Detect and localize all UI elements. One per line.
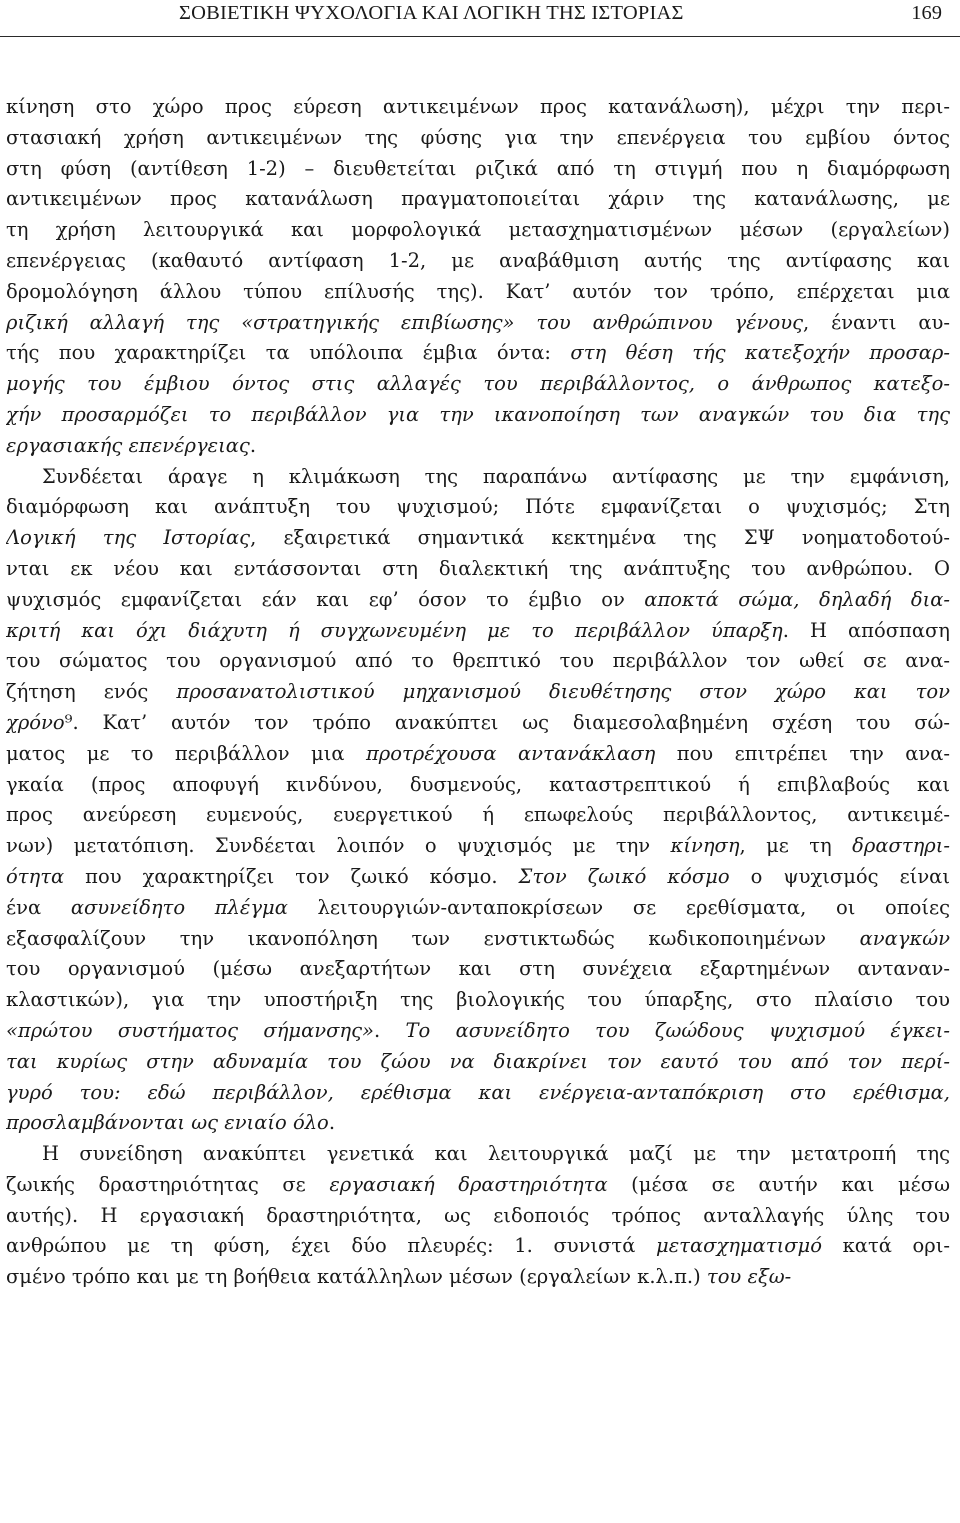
paragraph-1 bbox=[6, 92, 950, 462]
text-line bbox=[6, 215, 950, 246]
text-line bbox=[6, 277, 950, 308]
text-line bbox=[6, 1108, 950, 1139]
text-run: ριζική αλλαγή της «στρατηγικής επιβίωσης» του ανθρώπινου γένους bbox=[6, 310, 804, 334]
text-run: προτρέχουσα αντανάκλαση bbox=[365, 741, 656, 765]
paragraph-2 bbox=[6, 462, 950, 1140]
text-line bbox=[6, 154, 950, 185]
text-run: Συνδέεται άραγε η κλιμάκωση της παραπάνω αντίφασης με την εμφάνιση, bbox=[42, 464, 950, 488]
text-run: ότητα bbox=[6, 864, 65, 888]
text-line bbox=[6, 1016, 950, 1047]
text-line bbox=[6, 862, 950, 893]
text-run: μογής του έμβιου όντος στις αλλαγές του περιβάλλοντος, ο άνθρωπος κατεξο- bbox=[6, 372, 950, 396]
text-line bbox=[6, 677, 950, 708]
text-run: αυτής). Η εργασιακή δραστηριότητα, ως ειδοποιός τρόπος ανταλλαγής ύλης του bbox=[6, 1203, 950, 1227]
text-run: στη φύση (αντίθεση 1-2) – διευθετείται ριζικά από τη στιγμή που η διαμόρφωση bbox=[6, 156, 950, 180]
running-head: ΣΟΒΙΕΤΙΚΗ ΨΥΧΟΛΟΓΙΑ ΚΑΙ ΛΟΓΙΚΗ ΤΗΣ ΙΣΤΟΡΙΑΣ bbox=[179, 2, 684, 24]
text-run: αποκτά σώμα, δηλαδή δια- bbox=[644, 587, 950, 611]
text-run: νων) μετατόπιση. Συνδέεται λοιπόν ο ψυχισμός με την bbox=[6, 834, 671, 858]
text-run: ζήτηση ενός bbox=[6, 680, 177, 704]
page-number: 169 bbox=[911, 2, 942, 24]
text-run: επενέργειας (καθαυτό αντίφαση 1-2, με αναβάθμιση αυτής της αντίφασης και bbox=[6, 248, 950, 272]
text-line bbox=[6, 462, 950, 493]
text-run: εργασιακής επενέργειας bbox=[6, 433, 250, 457]
text-line bbox=[6, 523, 950, 554]
text-run: τής που χαρακτηρίζει τα υπόλοιπα έμβια όντα: bbox=[6, 341, 571, 365]
text-line bbox=[6, 585, 950, 616]
text-run: του οργανισμού (μέσω ανεξαρτήτων και στη συνέχεια εξαρτημένων ανταναν- bbox=[6, 957, 950, 981]
text-run: κριτή και όχι διάχυτη ή συγχωνευμένη με το περιβάλλον ύπαρξη bbox=[6, 618, 783, 642]
text-run: ζωικής δραστηριότητας σε bbox=[6, 1172, 330, 1196]
text-run: γυρό του: εδώ περιβάλλον, ερέθισμα και ενέργεια-ανταπόκριση στο ερέθισμα, bbox=[6, 1080, 950, 1104]
text-line bbox=[6, 646, 950, 677]
text-line bbox=[6, 954, 950, 985]
text-run: δραστηρι- bbox=[852, 834, 950, 858]
text-line bbox=[6, 616, 950, 647]
text-line bbox=[6, 338, 950, 369]
text-line bbox=[6, 1139, 950, 1170]
text-run: κατά ορι- bbox=[821, 1234, 950, 1258]
text-line bbox=[6, 492, 950, 523]
text-run: , με τη bbox=[739, 834, 853, 858]
text-run: ματος με το περιβάλλον μια bbox=[6, 741, 366, 765]
text-line bbox=[6, 431, 950, 462]
text-run: χήν προσαρμόζει το περιβάλλον για την ικανοποίηση των αναγκών του δια της bbox=[6, 402, 950, 426]
text-run: μετασχηματισμό bbox=[656, 1234, 822, 1258]
text-line bbox=[6, 739, 950, 770]
text-line bbox=[6, 400, 950, 431]
text-run: . bbox=[373, 1018, 406, 1042]
text-run: διαμόρφωση και ανάπτυξη του ψυχισμού; Πότε εμφανίζεται ο ψυχισμός; Στη bbox=[6, 495, 950, 519]
text-line bbox=[6, 924, 950, 955]
text-run: ένα bbox=[6, 895, 71, 919]
text-run: Το ασυνείδητο του ζωώδους ψυχισμού έγκει- bbox=[405, 1018, 950, 1042]
text-run: του σώματος του οργανισμού από το θρεπτικό του περιβάλλον τον ωθεί σε ανα- bbox=[6, 649, 950, 673]
page-header bbox=[6, 2, 950, 30]
text-line bbox=[6, 1262, 950, 1293]
text-line bbox=[6, 184, 950, 215]
text-run: , έναντι αυ- bbox=[803, 310, 950, 334]
text-run: που χαρακτηρίζει τον ζωικό κόσμο. bbox=[64, 864, 519, 888]
text-run: κίνηση bbox=[670, 834, 740, 858]
text-run: προσανατολιστικού μηχανισμού διευθέτησης στον χώρο και τον bbox=[176, 680, 950, 704]
text-line bbox=[6, 1170, 950, 1201]
text-run: εργασιακή δραστηριότητα bbox=[329, 1172, 608, 1196]
text-line bbox=[6, 92, 950, 123]
text-run: . bbox=[249, 433, 257, 457]
text-run: γκαία (προς αποφυγή κινδύνου, δυσμενούς, καταστρεπτικού ή επιβλαβούς και bbox=[6, 772, 950, 796]
text-run: προς ανεύρεση ευμενούς, ευεργετικού ή επωφελούς περιβάλλοντος, αντικειμέ- bbox=[6, 803, 950, 827]
text-run: κίνηση στο χώρο προς εύρεση αντικειμένων προς κατανάλωση), μέχρι την περι- bbox=[6, 95, 950, 118]
text-line bbox=[6, 246, 950, 277]
paragraph-3 bbox=[6, 1139, 950, 1293]
text-run: ασυνείδητο πλέγμα bbox=[70, 895, 288, 919]
text-run: νται εκ νέου και εντάσσονται στη διαλεκτική της ανάπτυξης του ανθρώπου. Ο bbox=[6, 556, 950, 580]
text-run: ανθρώπου με τη φύση, έχει δύο πλευρές: 1. συνιστά bbox=[6, 1234, 657, 1258]
text-line bbox=[6, 800, 950, 831]
text-run: εξασφαλίζουν την ικανοπόληση των ενστικτωδώς κωδικοποιημένων bbox=[6, 926, 860, 950]
text-run: στη θέση τής κατεξοχήν προσαρ- bbox=[570, 341, 950, 365]
text-run: χρόνο bbox=[6, 710, 65, 734]
text-line bbox=[6, 893, 950, 924]
text-line bbox=[6, 369, 950, 400]
text-line bbox=[6, 1047, 950, 1078]
text-run: . Η απόσπαση bbox=[782, 618, 950, 642]
text-line bbox=[6, 1078, 950, 1109]
text-run: στασιακή χρήση αντικειμένων της φύσης για την επενέργεια του εμβίου όντος bbox=[6, 125, 950, 149]
text-line bbox=[6, 1201, 950, 1232]
text-line bbox=[6, 1231, 950, 1262]
text-run: τη χρήση λειτουργικά και μορφολογικά μετασχηματισμένων μέσων (εργαλείων) bbox=[6, 218, 950, 242]
text-run: δρομολόγηση άλλου τύπου επίλυσής της). Κατ’ αυτόν τον τρόπο, επέρχεται μια bbox=[6, 279, 950, 303]
text-line bbox=[6, 708, 950, 739]
text-run: του εξω- bbox=[706, 1265, 792, 1289]
text-run: που επιτρέπει την ανα- bbox=[655, 741, 950, 765]
text-run: λειτουργιών-ανταποκρίσεων σε ερεθίσματα, οι οποίες bbox=[287, 895, 950, 919]
text-run: , εξαιρετικά σημαντικά κεκτημένα της ΣΨ νοηματοδοτού- bbox=[250, 526, 950, 550]
text-line bbox=[6, 308, 950, 339]
text-run: αναγκών bbox=[859, 926, 950, 950]
text-run: ⁹. Κατ’ αυτόν τον τρόπο ανακύπτει ως διαμεσολαβημένη σχέση του σώ- bbox=[64, 710, 950, 734]
text-run: . bbox=[328, 1111, 336, 1135]
text-line bbox=[6, 831, 950, 862]
text-line bbox=[6, 554, 950, 585]
text-run: ται κυρίως στην αδυναμία του ζώου να διακρίνει τον εαυτό του από τον περί- bbox=[6, 1049, 950, 1073]
text-run: Λογική της Ιστορίας bbox=[6, 526, 251, 550]
text-line bbox=[6, 985, 950, 1016]
text-run: «πρώτου συστήματος σήμανσης» bbox=[6, 1018, 374, 1042]
text-run: Στον ζωικό κόσμο bbox=[518, 864, 730, 888]
text-run: ψυχισμός εμφανίζεται εάν και εφ’ όσον το έμβιο ον bbox=[6, 587, 645, 611]
text-run: (μέσα σε αυτήν και μέσω bbox=[607, 1172, 950, 1196]
body-text bbox=[6, 92, 950, 1293]
text-run: σμένο τρόπο και με τη βοήθεια κατάλληλων μέσων (εργαλείων κ.λ.π.) bbox=[6, 1265, 707, 1289]
text-line bbox=[6, 123, 950, 154]
text-run: Η συνείδηση ανακύπτει γενετικά και λειτουργικά μαζί με την μετατροπή της bbox=[42, 1142, 950, 1166]
text-run: προσλαμβάνονται ως ενιαίο όλο bbox=[6, 1111, 329, 1135]
text-line bbox=[6, 770, 950, 801]
text-run: αντικειμένων προς κατανάλωση πραγματοποιείται χάριν της κατανάλωσης, με bbox=[6, 187, 950, 211]
header-rule bbox=[0, 36, 960, 37]
text-run: ο ψυχισμός είναι bbox=[729, 864, 950, 888]
text-run: κλαστικών), για την υποστήριξη της βιολογικής του ύπαρξης, στο πλαίσιο του bbox=[6, 988, 950, 1012]
